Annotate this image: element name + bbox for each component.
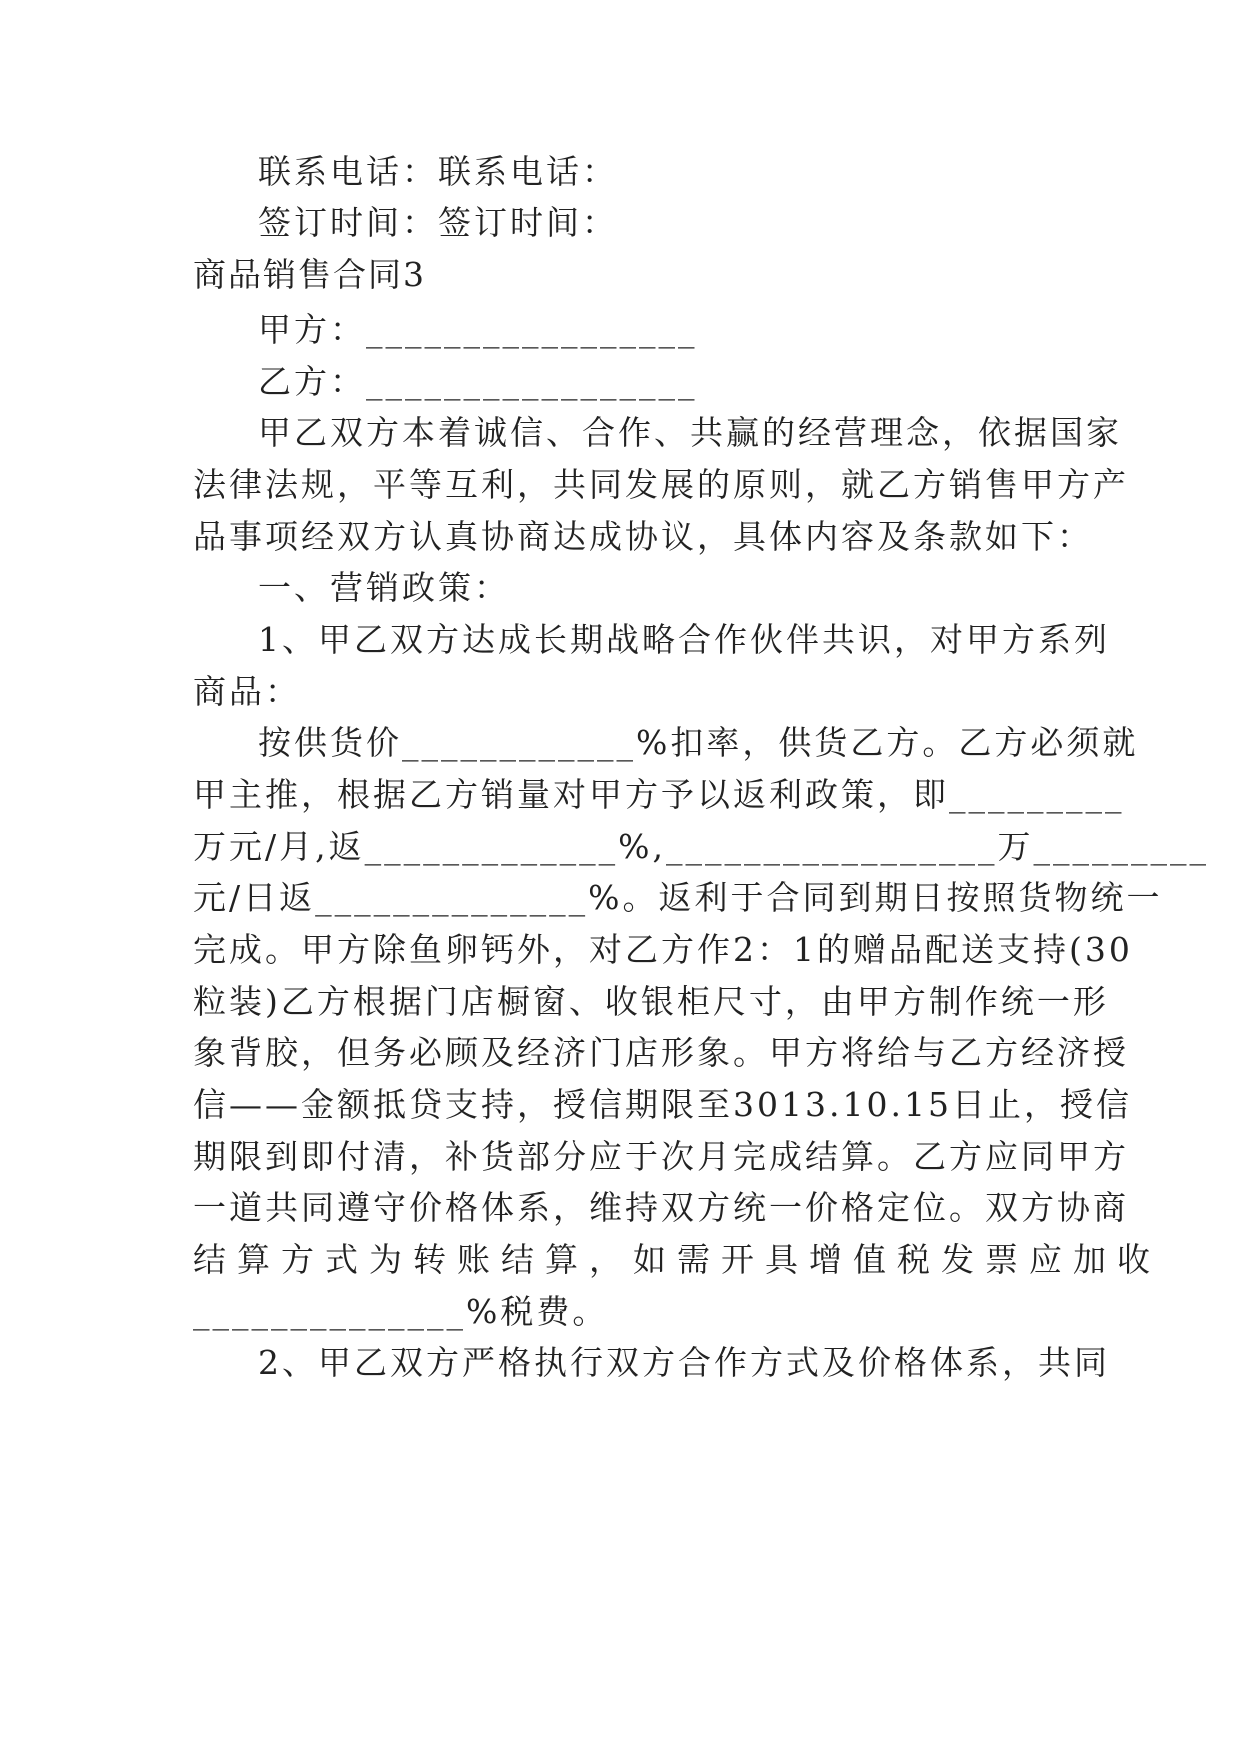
paragraph-line: 万元/月,返_____________%,_________________万_________ (193, 827, 1209, 866)
section-heading: 一、营销政策： (258, 568, 510, 607)
paragraph-line: 甲主推，根据乙方销量对甲方予以返利政策，即_________ (193, 775, 1125, 814)
paragraph-line: 元/日返______________%。返利于合同到期日按照货物统一 (193, 878, 1163, 917)
contract-title: 商品销售合同3 (193, 255, 426, 294)
paragraph-line: 1、甲乙双方达成长期战略合作伙伴共识，对甲方系列 (258, 620, 1110, 659)
paragraph-line: 象背胶，但务必顾及经济门店形象。甲方将给与乙方经济授 (193, 1033, 1129, 1072)
signing-time-line: 签订时间：签订时间： (258, 203, 618, 242)
paragraph-line: 2、甲乙双方严格执行双方合作方式及价格体系，共同 (258, 1343, 1110, 1382)
paragraph-line: 期限到即付清，补货部分应于次月完成结算。乙方应同甲方 (193, 1137, 1129, 1176)
paragraph-line: 信——金额抵贷支持，授信期限至3013.10.15日止，授信 (193, 1085, 1132, 1124)
paragraph-line: 结算方式为转账结算，如需开具增值税发票应加收 (193, 1240, 1161, 1279)
paragraph-line: 商品： (193, 672, 301, 711)
paragraph-line: 甲乙双方本着诚信、合作、共赢的经营理念，依据国家 (258, 413, 1122, 452)
paragraph-line: 品事项经双方认真协商达成协议，具体内容及条款如下： (193, 517, 1093, 556)
paragraph-line: 粒装)乙方根据门店橱窗、收银柜尺寸，由甲方制作统一形 (193, 982, 1109, 1021)
paragraph-line: 完成。甲方除鱼卵钙外，对乙方作2：1的赠品配送支持(30 (193, 930, 1133, 969)
contact-phone-line: 联系电话：联系电话： (258, 152, 618, 191)
paragraph-line: ______________%税费。 (193, 1292, 609, 1331)
paragraph-line: 按供货价____________%扣率，供货乙方。乙方必须就 (258, 723, 1139, 762)
paragraph-line: 法律法规，平等互利，共同发展的原则，就乙方销售甲方产 (193, 465, 1129, 504)
party-b-line: 乙方：_________________ (258, 362, 698, 401)
party-a-line: 甲方：_________________ (258, 310, 698, 349)
paragraph-line: 一道共同遵守价格体系，维持双方统一价格定位。双方协商 (193, 1188, 1129, 1227)
